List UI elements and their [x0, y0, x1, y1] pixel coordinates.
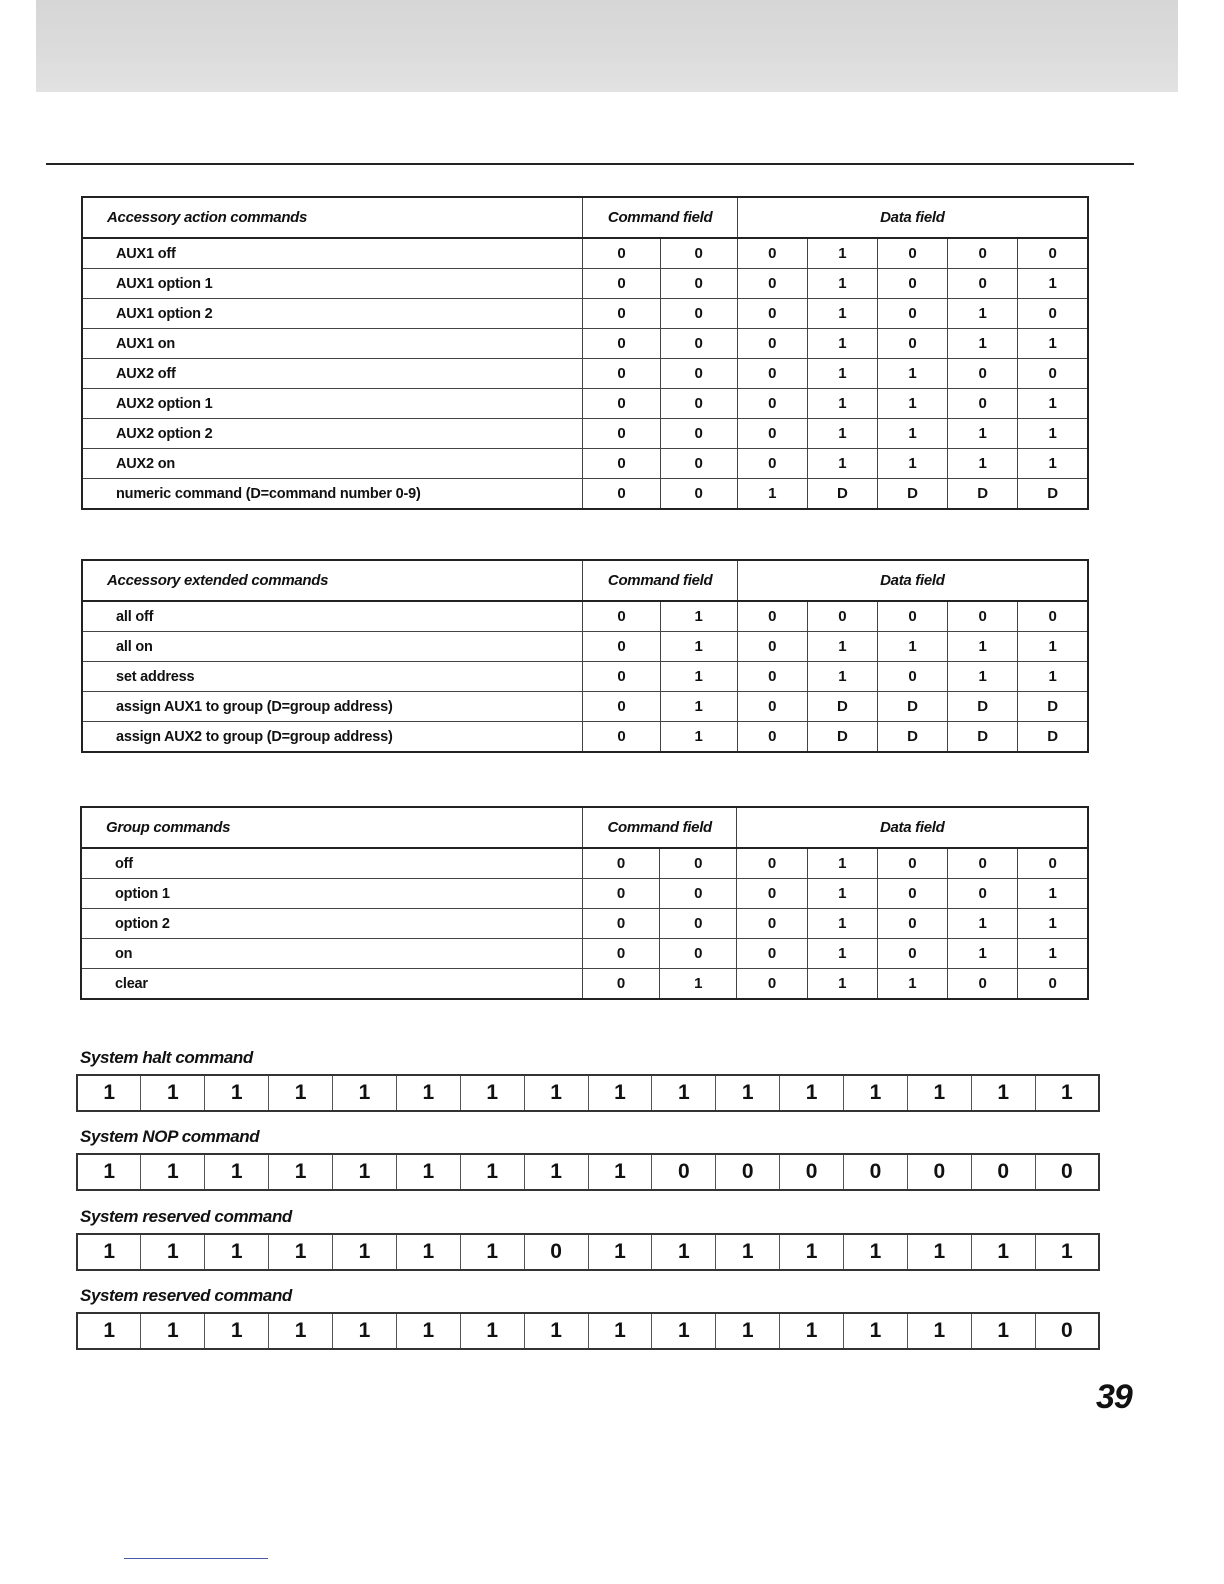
- bit-cell: 1: [807, 299, 877, 329]
- bit-cell: 1: [269, 1075, 333, 1111]
- bit-cell: 1: [807, 419, 877, 449]
- bit-cell: 1: [77, 1075, 141, 1111]
- bit-cell: 1: [1018, 329, 1088, 359]
- bit-cell: 0: [1035, 1154, 1099, 1190]
- bit-cell: 0: [878, 329, 948, 359]
- system-reserved-bits-1: [76, 1233, 1100, 1271]
- bit-cell: 0: [878, 269, 948, 299]
- bit-cell: 1: [460, 1154, 524, 1190]
- bit-cell: 0: [583, 662, 660, 692]
- bit-cell: 1: [1018, 419, 1088, 449]
- bit-cell: 1: [716, 1075, 780, 1111]
- row-label: assign AUX2 to group (D=group address): [82, 722, 583, 753]
- bit-cell: 0: [948, 601, 1018, 632]
- bit-cell: 1: [971, 1234, 1035, 1270]
- bit-cell: 1: [948, 939, 1018, 969]
- row-label: AUX1 on: [82, 329, 583, 359]
- row-label: assign AUX1 to group (D=group address): [82, 692, 583, 722]
- bit-cell: 1: [333, 1154, 397, 1190]
- bit-cell: 0: [907, 1154, 971, 1190]
- bit-cell: 1: [269, 1234, 333, 1270]
- table-title: Group commands: [81, 807, 582, 848]
- data-field-header: Data field: [737, 807, 1088, 848]
- bit-cell: 1: [652, 1234, 716, 1270]
- row-label: AUX2 on: [82, 449, 583, 479]
- bit-cell: 1: [1018, 939, 1088, 969]
- table-title: Accessory action commands: [82, 197, 583, 238]
- bit-cell: 1: [807, 939, 877, 969]
- page-number: 39: [1096, 1378, 1132, 1416]
- bit-row: [77, 1313, 1099, 1349]
- bit-cell: D: [807, 479, 877, 510]
- bit-row: [77, 1154, 1099, 1190]
- bit-cell: 1: [1018, 269, 1088, 299]
- bit-cell: 0: [737, 909, 807, 939]
- bit-cell: 0: [652, 1154, 716, 1190]
- bit-cell: 0: [737, 299, 807, 329]
- bit-cell: 0: [1018, 848, 1088, 879]
- table-row: [82, 449, 1088, 479]
- row-label: on: [81, 939, 582, 969]
- bit-row: [77, 1075, 1099, 1111]
- bit-cell: 1: [807, 632, 877, 662]
- bit-cell: 0: [524, 1234, 588, 1270]
- bit-cell: 1: [269, 1313, 333, 1349]
- bit-cell: D: [1018, 722, 1088, 753]
- bit-cell: 0: [807, 601, 877, 632]
- bit-cell: 0: [737, 238, 807, 269]
- bit-cell: 1: [878, 449, 948, 479]
- bit-cell: 1: [1035, 1234, 1099, 1270]
- bit-cell: 0: [583, 419, 660, 449]
- bit-cell: 1: [907, 1234, 971, 1270]
- bit-cell: 0: [660, 479, 737, 510]
- bit-cell: 1: [460, 1234, 524, 1270]
- bit-cell: D: [1018, 479, 1088, 510]
- bit-cell: 1: [660, 662, 737, 692]
- bit-cell: 1: [1018, 449, 1088, 479]
- row-label: AUX1 option 1: [82, 269, 583, 299]
- bit-cell: 0: [737, 879, 807, 909]
- bit-cell: 1: [660, 722, 737, 753]
- table-header-row: [82, 560, 1088, 601]
- bit-cell: 0: [948, 238, 1018, 269]
- bit-cell: 1: [807, 662, 877, 692]
- table-row: [82, 238, 1088, 269]
- bit-cell: 1: [205, 1313, 269, 1349]
- row-label: numeric command (D=command number 0-9): [82, 479, 583, 510]
- bit-cell: 0: [1035, 1313, 1099, 1349]
- bit-cell: 0: [737, 722, 807, 753]
- bit-cell: 1: [807, 848, 877, 879]
- table-row: [82, 632, 1088, 662]
- row-label: AUX2 off: [82, 359, 583, 389]
- bit-cell: 0: [660, 389, 737, 419]
- table-row: [82, 389, 1088, 419]
- bit-cell: 1: [948, 449, 1018, 479]
- command-field-header: Command field: [582, 807, 736, 848]
- table-row: [82, 722, 1088, 753]
- bit-cell: 0: [948, 389, 1018, 419]
- bit-cell: 1: [141, 1234, 205, 1270]
- bit-cell: 0: [737, 601, 807, 632]
- bit-cell: 0: [660, 939, 737, 969]
- bit-cell: 1: [588, 1234, 652, 1270]
- bit-cell: 0: [1018, 969, 1088, 1000]
- bit-cell: 0: [877, 909, 947, 939]
- bit-cell: 1: [948, 299, 1018, 329]
- bit-cell: 1: [652, 1313, 716, 1349]
- bit-cell: 0: [583, 359, 660, 389]
- bit-cell: 1: [660, 601, 737, 632]
- bit-cell: 0: [737, 449, 807, 479]
- bit-cell: 0: [583, 692, 660, 722]
- bit-cell: 1: [333, 1075, 397, 1111]
- table-row: [82, 299, 1088, 329]
- bit-cell: 0: [660, 909, 737, 939]
- bit-cell: D: [807, 692, 877, 722]
- bit-cell: 0: [582, 848, 659, 879]
- bit-cell: D: [878, 722, 948, 753]
- bit-cell: 0: [582, 969, 659, 1000]
- table-title: Accessory extended commands: [82, 560, 583, 601]
- bit-cell: 1: [588, 1154, 652, 1190]
- bit-cell: 1: [1018, 632, 1088, 662]
- bit-cell: 1: [844, 1075, 908, 1111]
- bit-cell: 0: [660, 359, 737, 389]
- bit-cell: 1: [524, 1154, 588, 1190]
- row-label: AUX2 option 1: [82, 389, 583, 419]
- table-row: [82, 662, 1088, 692]
- bit-cell: 1: [780, 1075, 844, 1111]
- bit-cell: 0: [582, 909, 659, 939]
- bit-cell: 1: [77, 1154, 141, 1190]
- bit-cell: D: [878, 479, 948, 510]
- bit-cell: 0: [582, 879, 659, 909]
- bit-cell: 0: [660, 299, 737, 329]
- bit-cell: 0: [877, 939, 947, 969]
- bit-row: [77, 1234, 1099, 1270]
- bit-cell: 0: [877, 879, 947, 909]
- bit-cell: 1: [948, 662, 1018, 692]
- bit-cell: 1: [77, 1313, 141, 1349]
- bit-cell: 1: [205, 1234, 269, 1270]
- header-rule: [46, 163, 1134, 165]
- bit-cell: 1: [780, 1234, 844, 1270]
- bit-cell: D: [807, 722, 877, 753]
- bit-cell: 1: [141, 1154, 205, 1190]
- bit-cell: 0: [737, 389, 807, 419]
- bit-cell: 0: [583, 389, 660, 419]
- bit-cell: 1: [524, 1075, 588, 1111]
- bit-cell: 0: [844, 1154, 908, 1190]
- bit-cell: 1: [948, 419, 1018, 449]
- bit-cell: 1: [971, 1075, 1035, 1111]
- command-field-header: Command field: [583, 197, 737, 238]
- bit-cell: 0: [878, 238, 948, 269]
- bit-cell: 0: [583, 299, 660, 329]
- bit-cell: D: [1018, 692, 1088, 722]
- bit-cell: 1: [660, 632, 737, 662]
- row-label: off: [81, 848, 582, 879]
- bit-cell: 0: [583, 632, 660, 662]
- bit-cell: 1: [878, 632, 948, 662]
- bit-cell: 1: [396, 1313, 460, 1349]
- system-halt-bits: [76, 1074, 1100, 1112]
- bit-cell: 0: [737, 329, 807, 359]
- bit-cell: 1: [141, 1075, 205, 1111]
- bit-cell: 0: [737, 848, 807, 879]
- bit-cell: 0: [660, 238, 737, 269]
- bit-cell: 1: [878, 359, 948, 389]
- bit-cell: D: [948, 479, 1018, 510]
- system-command-title: System halt command: [80, 1048, 253, 1067]
- row-label: all on: [82, 632, 583, 662]
- system-reserved-bits-2: [76, 1312, 1100, 1350]
- bit-cell: 0: [583, 449, 660, 479]
- bit-cell: 1: [269, 1154, 333, 1190]
- bit-cell: 0: [948, 269, 1018, 299]
- bit-cell: 0: [660, 879, 737, 909]
- table-row: [82, 692, 1088, 722]
- bit-cell: 1: [333, 1313, 397, 1349]
- bit-cell: 0: [1018, 359, 1088, 389]
- bit-cell: 1: [205, 1075, 269, 1111]
- bit-cell: 1: [807, 269, 877, 299]
- bit-cell: 0: [878, 299, 948, 329]
- bit-cell: 0: [1018, 238, 1088, 269]
- bit-cell: 0: [780, 1154, 844, 1190]
- table-header-row: [81, 807, 1088, 848]
- bit-cell: 0: [737, 419, 807, 449]
- bit-cell: 0: [582, 939, 659, 969]
- bit-cell: 1: [460, 1313, 524, 1349]
- bit-cell: 1: [333, 1234, 397, 1270]
- bit-cell: 1: [971, 1313, 1035, 1349]
- data-field-header: Data field: [737, 197, 1088, 238]
- bit-cell: 0: [660, 848, 737, 879]
- bit-cell: D: [878, 692, 948, 722]
- bit-cell: 1: [844, 1313, 908, 1349]
- bit-cell: 1: [396, 1154, 460, 1190]
- footer-rule: [124, 1558, 268, 1559]
- table-row: [82, 329, 1088, 359]
- bit-cell: 0: [737, 662, 807, 692]
- bit-cell: 0: [583, 329, 660, 359]
- table-row: [81, 879, 1088, 909]
- table-row: [81, 909, 1088, 939]
- bit-cell: 1: [716, 1313, 780, 1349]
- system-command-title: System reserved command: [80, 1286, 292, 1305]
- bit-cell: 0: [583, 479, 660, 510]
- bit-cell: 1: [205, 1154, 269, 1190]
- bit-cell: 1: [1035, 1075, 1099, 1111]
- accessory-action-commands-table: [81, 196, 1089, 510]
- bit-cell: 0: [583, 722, 660, 753]
- bit-cell: 1: [807, 909, 877, 939]
- row-label: all off: [82, 601, 583, 632]
- bit-cell: 0: [877, 848, 947, 879]
- bit-cell: 1: [716, 1234, 780, 1270]
- bit-cell: 1: [807, 329, 877, 359]
- table-row: [82, 419, 1088, 449]
- row-label: AUX1 option 2: [82, 299, 583, 329]
- bit-cell: 1: [878, 389, 948, 419]
- bit-cell: 1: [524, 1313, 588, 1349]
- page-header-band: [36, 0, 1178, 92]
- bit-cell: 1: [807, 969, 877, 1000]
- bit-cell: 1: [948, 329, 1018, 359]
- bit-cell: 1: [660, 692, 737, 722]
- table-header-row: [82, 197, 1088, 238]
- bit-cell: 1: [1018, 879, 1088, 909]
- bit-cell: 1: [844, 1234, 908, 1270]
- bit-cell: 0: [971, 1154, 1035, 1190]
- bit-cell: 1: [907, 1313, 971, 1349]
- bit-cell: 1: [1018, 662, 1088, 692]
- bit-cell: 1: [77, 1234, 141, 1270]
- bit-cell: 0: [583, 601, 660, 632]
- table-row: [82, 359, 1088, 389]
- row-label: option 2: [81, 909, 582, 939]
- bit-cell: 0: [948, 969, 1018, 1000]
- table-row: [82, 601, 1088, 632]
- bit-cell: 0: [737, 939, 807, 969]
- bit-cell: 1: [588, 1313, 652, 1349]
- bit-cell: 1: [807, 879, 877, 909]
- command-field-header: Command field: [583, 560, 737, 601]
- system-command-title: System NOP command: [80, 1127, 260, 1146]
- row-label: set address: [82, 662, 583, 692]
- bit-cell: 1: [907, 1075, 971, 1111]
- table-row: [81, 969, 1088, 1000]
- bit-cell: 0: [948, 359, 1018, 389]
- system-command-title: System reserved command: [80, 1207, 292, 1226]
- bit-cell: 0: [737, 969, 807, 1000]
- bit-cell: 0: [660, 449, 737, 479]
- bit-cell: D: [948, 692, 1018, 722]
- row-label: option 1: [81, 879, 582, 909]
- bit-cell: 1: [396, 1075, 460, 1111]
- bit-cell: 1: [948, 632, 1018, 662]
- bit-cell: 1: [1018, 389, 1088, 419]
- bit-cell: 1: [652, 1075, 716, 1111]
- bit-cell: 1: [660, 969, 737, 1000]
- bit-cell: 1: [807, 359, 877, 389]
- bit-cell: 0: [737, 359, 807, 389]
- accessory-extended-commands-table: [81, 559, 1089, 753]
- bit-cell: 1: [807, 449, 877, 479]
- bit-cell: 0: [878, 601, 948, 632]
- bit-cell: 0: [948, 879, 1018, 909]
- system-nop-bits: [76, 1153, 1100, 1191]
- table-row: [82, 479, 1088, 510]
- bit-cell: 0: [660, 419, 737, 449]
- bit-cell: 1: [948, 909, 1018, 939]
- bit-cell: 0: [948, 848, 1018, 879]
- bit-cell: 1: [780, 1313, 844, 1349]
- bit-cell: 1: [878, 419, 948, 449]
- bit-cell: 1: [588, 1075, 652, 1111]
- bit-cell: 0: [878, 662, 948, 692]
- bit-cell: 1: [141, 1313, 205, 1349]
- row-label: clear: [81, 969, 582, 1000]
- bit-cell: 1: [807, 238, 877, 269]
- bit-cell: 0: [1018, 299, 1088, 329]
- bit-cell: 1: [460, 1075, 524, 1111]
- table-row: [81, 848, 1088, 879]
- group-commands-table: [80, 806, 1089, 1000]
- bit-cell: 0: [716, 1154, 780, 1190]
- bit-cell: 0: [660, 269, 737, 299]
- bit-cell: 0: [1018, 601, 1088, 632]
- bit-cell: 1: [877, 969, 947, 1000]
- bit-cell: 0: [737, 692, 807, 722]
- data-field-header: Data field: [737, 560, 1088, 601]
- row-label: AUX1 off: [82, 238, 583, 269]
- bit-cell: 0: [737, 269, 807, 299]
- bit-cell: 1: [807, 389, 877, 419]
- bit-cell: 0: [660, 329, 737, 359]
- table-row: [81, 939, 1088, 969]
- bit-cell: D: [948, 722, 1018, 753]
- bit-cell: 1: [737, 479, 807, 510]
- table-row: [82, 269, 1088, 299]
- bit-cell: 0: [737, 632, 807, 662]
- bit-cell: 0: [583, 269, 660, 299]
- bit-cell: 0: [583, 238, 660, 269]
- bit-cell: 1: [1018, 909, 1088, 939]
- bit-cell: 1: [396, 1234, 460, 1270]
- row-label: AUX2 option 2: [82, 419, 583, 449]
